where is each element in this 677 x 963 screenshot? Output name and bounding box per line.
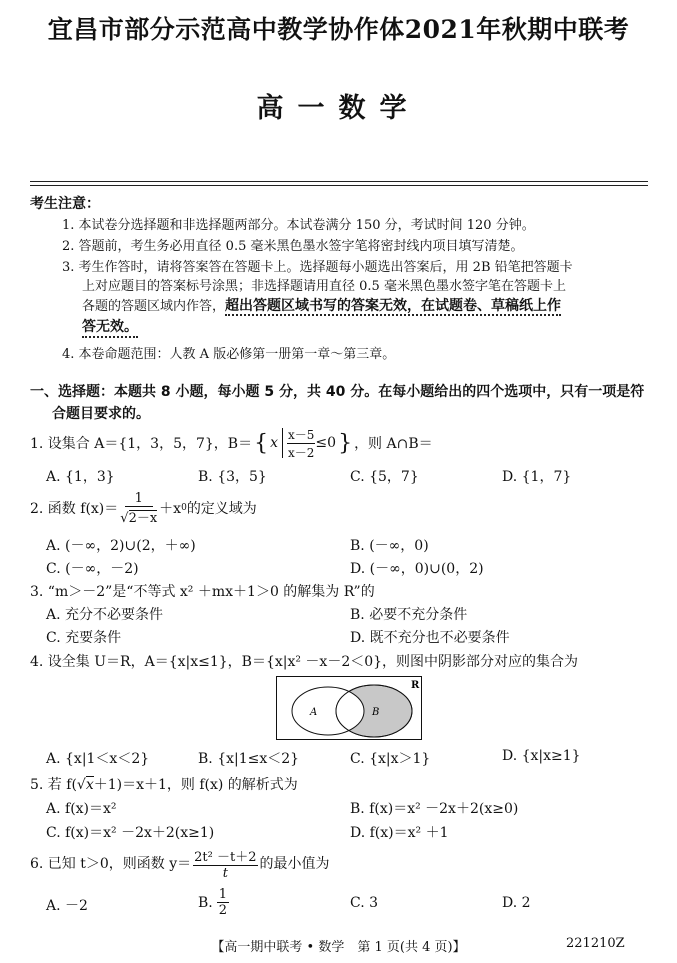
q2-option-b: B. (－∞，0) — [350, 538, 429, 554]
q2-stem-mid: ＋x — [159, 501, 182, 517]
q6-stem-end: 的最小值为 — [259, 856, 330, 872]
venn-diagram — [276, 676, 422, 740]
q6-option-b-label: B. — [198, 894, 213, 911]
q1-set-b: { x $\frac{x-5}{x-2}$ ≤0 } — [254, 427, 353, 460]
q3-option-c: C. 充要条件 — [46, 630, 122, 646]
q2-radicand: 2－x — [128, 510, 158, 526]
q3-option-b: B. 必要不充分条件 — [350, 607, 468, 623]
q6-option-b — [198, 887, 229, 918]
q2-stem-end: 的定义域为 — [186, 501, 257, 517]
q2-option-a: A. (－∞，2)∪(2，＋∞) — [46, 538, 196, 554]
q5-option-d: D. f(x)＝x² ＋1 — [350, 825, 449, 841]
q5-option-c: C. f(x)＝x² －2x＋2(x≥1) — [46, 825, 215, 841]
q5-option-b: B. f(x)＝x² －2x＋2(x≥0) — [350, 801, 519, 817]
section-header: 一、选择题：本题共 8 小题，每小题 5 分，共 40 分。在每小题给出的四个选项中，只有一项是符 — [30, 384, 645, 400]
question-5 — [30, 774, 298, 794]
q1-option-a: A. {1，3} — [46, 469, 115, 485]
q4-option-c: C. {x|x＞1} — [350, 751, 431, 767]
q6-option-b-fraction — [217, 887, 229, 918]
q5-stem-end: ＋1)＝x＋1，则 f(x) 的解析式为 — [93, 777, 298, 793]
q6-option-d: D. 2 — [502, 895, 531, 911]
q2-exponent: 0 — [181, 503, 187, 513]
q5-option-a: A. f(x)＝x² — [46, 801, 117, 817]
notice-item-1: 1. 本试卷分选择题和非选择题两部分。本试卷满分 150 分，考试时间 120 分钟。 — [62, 218, 535, 233]
section-header-cont: 合题目要求的。 — [52, 406, 150, 422]
q4-option-a: A. {x|1＜x＜2} — [46, 751, 150, 767]
q6-b-numerator: 1 — [218, 887, 228, 902]
venn-label-b: B — [372, 707, 380, 718]
exam-subject: 高一数学 — [256, 93, 421, 124]
venn-label-a: A — [310, 707, 318, 718]
question-3: 3. “m＞－2”是“不等式 x² ＋mx＋1＞0 的解集为 R”的 — [30, 584, 375, 600]
notice-item-3: 3. 考生作答时，请将答案答在答题卡上。选择题每小题选出答案后，用 2B 铅笔把答题卡 — [62, 260, 573, 275]
q6-numerator: 2t² －t＋2 — [193, 846, 257, 866]
q2-fraction — [120, 491, 157, 526]
q5-radicand: x — [85, 777, 94, 793]
q3-option-a: A. 充分不必要条件 — [46, 607, 164, 623]
q6-option-c: C. 3 — [350, 895, 379, 911]
q1-stem: 1. 设集合 A＝{1，3，5，7}，B＝ — [30, 436, 253, 452]
q1-option-b: B. {3，5} — [198, 469, 267, 485]
notice-item-3-cont2 — [82, 295, 561, 315]
q6-stem: 6. 已知 t＞0，则函数 y＝ — [30, 856, 192, 872]
q2-stem: 2. 函数 f(x)＝ — [30, 501, 119, 517]
question-4: 4. 设全集 U＝R，A＝{x|x≤1}，B＝{x|x² －x－2＜0}，则图中阴影部分对应的集合为 — [30, 654, 579, 670]
q3-option-d: D. 既不充分也不必要条件 — [350, 630, 510, 646]
notice-item-4: 4. 本卷命题范围：人教 A 版必修第一册第一章～第三章。 — [62, 347, 396, 362]
exam-title: 宜昌市部分示范高中教学协作体2021年秋期中联考 — [47, 15, 630, 44]
q2-option-d: D. (－∞，0)∪(0，2) — [350, 561, 484, 577]
q1-stem-end: ，则 A∩B＝ — [354, 436, 433, 452]
q1-option-d: D. {1，7} — [502, 469, 572, 485]
notice-item-3-text: 各题的答题区域内作答， — [82, 299, 226, 314]
q6-fraction — [193, 846, 257, 881]
q4-option-b: B. {x|1≤x＜2} — [198, 751, 300, 767]
divider-bottom — [30, 185, 648, 186]
q5-sqrt: √x — [76, 777, 94, 793]
q2-numerator: 1 — [125, 491, 153, 507]
page-footer: 【高一期中联考 • 数学 第 1 页(共 4 页)】 — [211, 940, 466, 955]
q1-option-c: C. {5，7} — [350, 469, 419, 485]
notice-item-3-cont: 上对应题目的答案标号涂黑；非选择题请用直径 0.5 毫米黑色墨水签字笔在答题卡上 — [82, 279, 566, 294]
question-1 — [30, 428, 433, 458]
q1-ineq: ≤0 — [315, 435, 337, 451]
question-2 — [30, 490, 257, 526]
divider-top — [30, 181, 648, 182]
q6-denominator: t — [222, 865, 228, 881]
q6-option-a: A. －2 — [46, 898, 88, 914]
q6-b-denominator: 2 — [218, 903, 228, 918]
q1-denominator: x－2 — [288, 445, 315, 460]
notice-item-2: 2. 答题前，考生务必用直径 0.5 毫米黑色墨水签字笔将密封线内项目填写清楚。 — [62, 239, 524, 254]
q2-option-c: C. (－∞，－2) — [46, 561, 139, 577]
q1-numerator: x－5 — [288, 427, 315, 442]
notice-heading: 考生注意： — [30, 196, 100, 212]
q2-denominator: √2－x — [120, 510, 158, 526]
notice-emphasis: 超出答题区域书写的答案无效，在试题卷、草稿纸上作 — [225, 298, 562, 314]
question-6 — [30, 845, 330, 881]
q4-option-d: D. {x|x≥1} — [502, 748, 581, 764]
q5-stem: 5. 若 f( — [30, 777, 77, 793]
venn-universe-label: R — [411, 680, 420, 691]
notice-emphasis-end: 答无效。 — [82, 316, 138, 338]
footer-code: 221210Z — [566, 936, 625, 951]
q1-set-var: x — [270, 435, 279, 451]
